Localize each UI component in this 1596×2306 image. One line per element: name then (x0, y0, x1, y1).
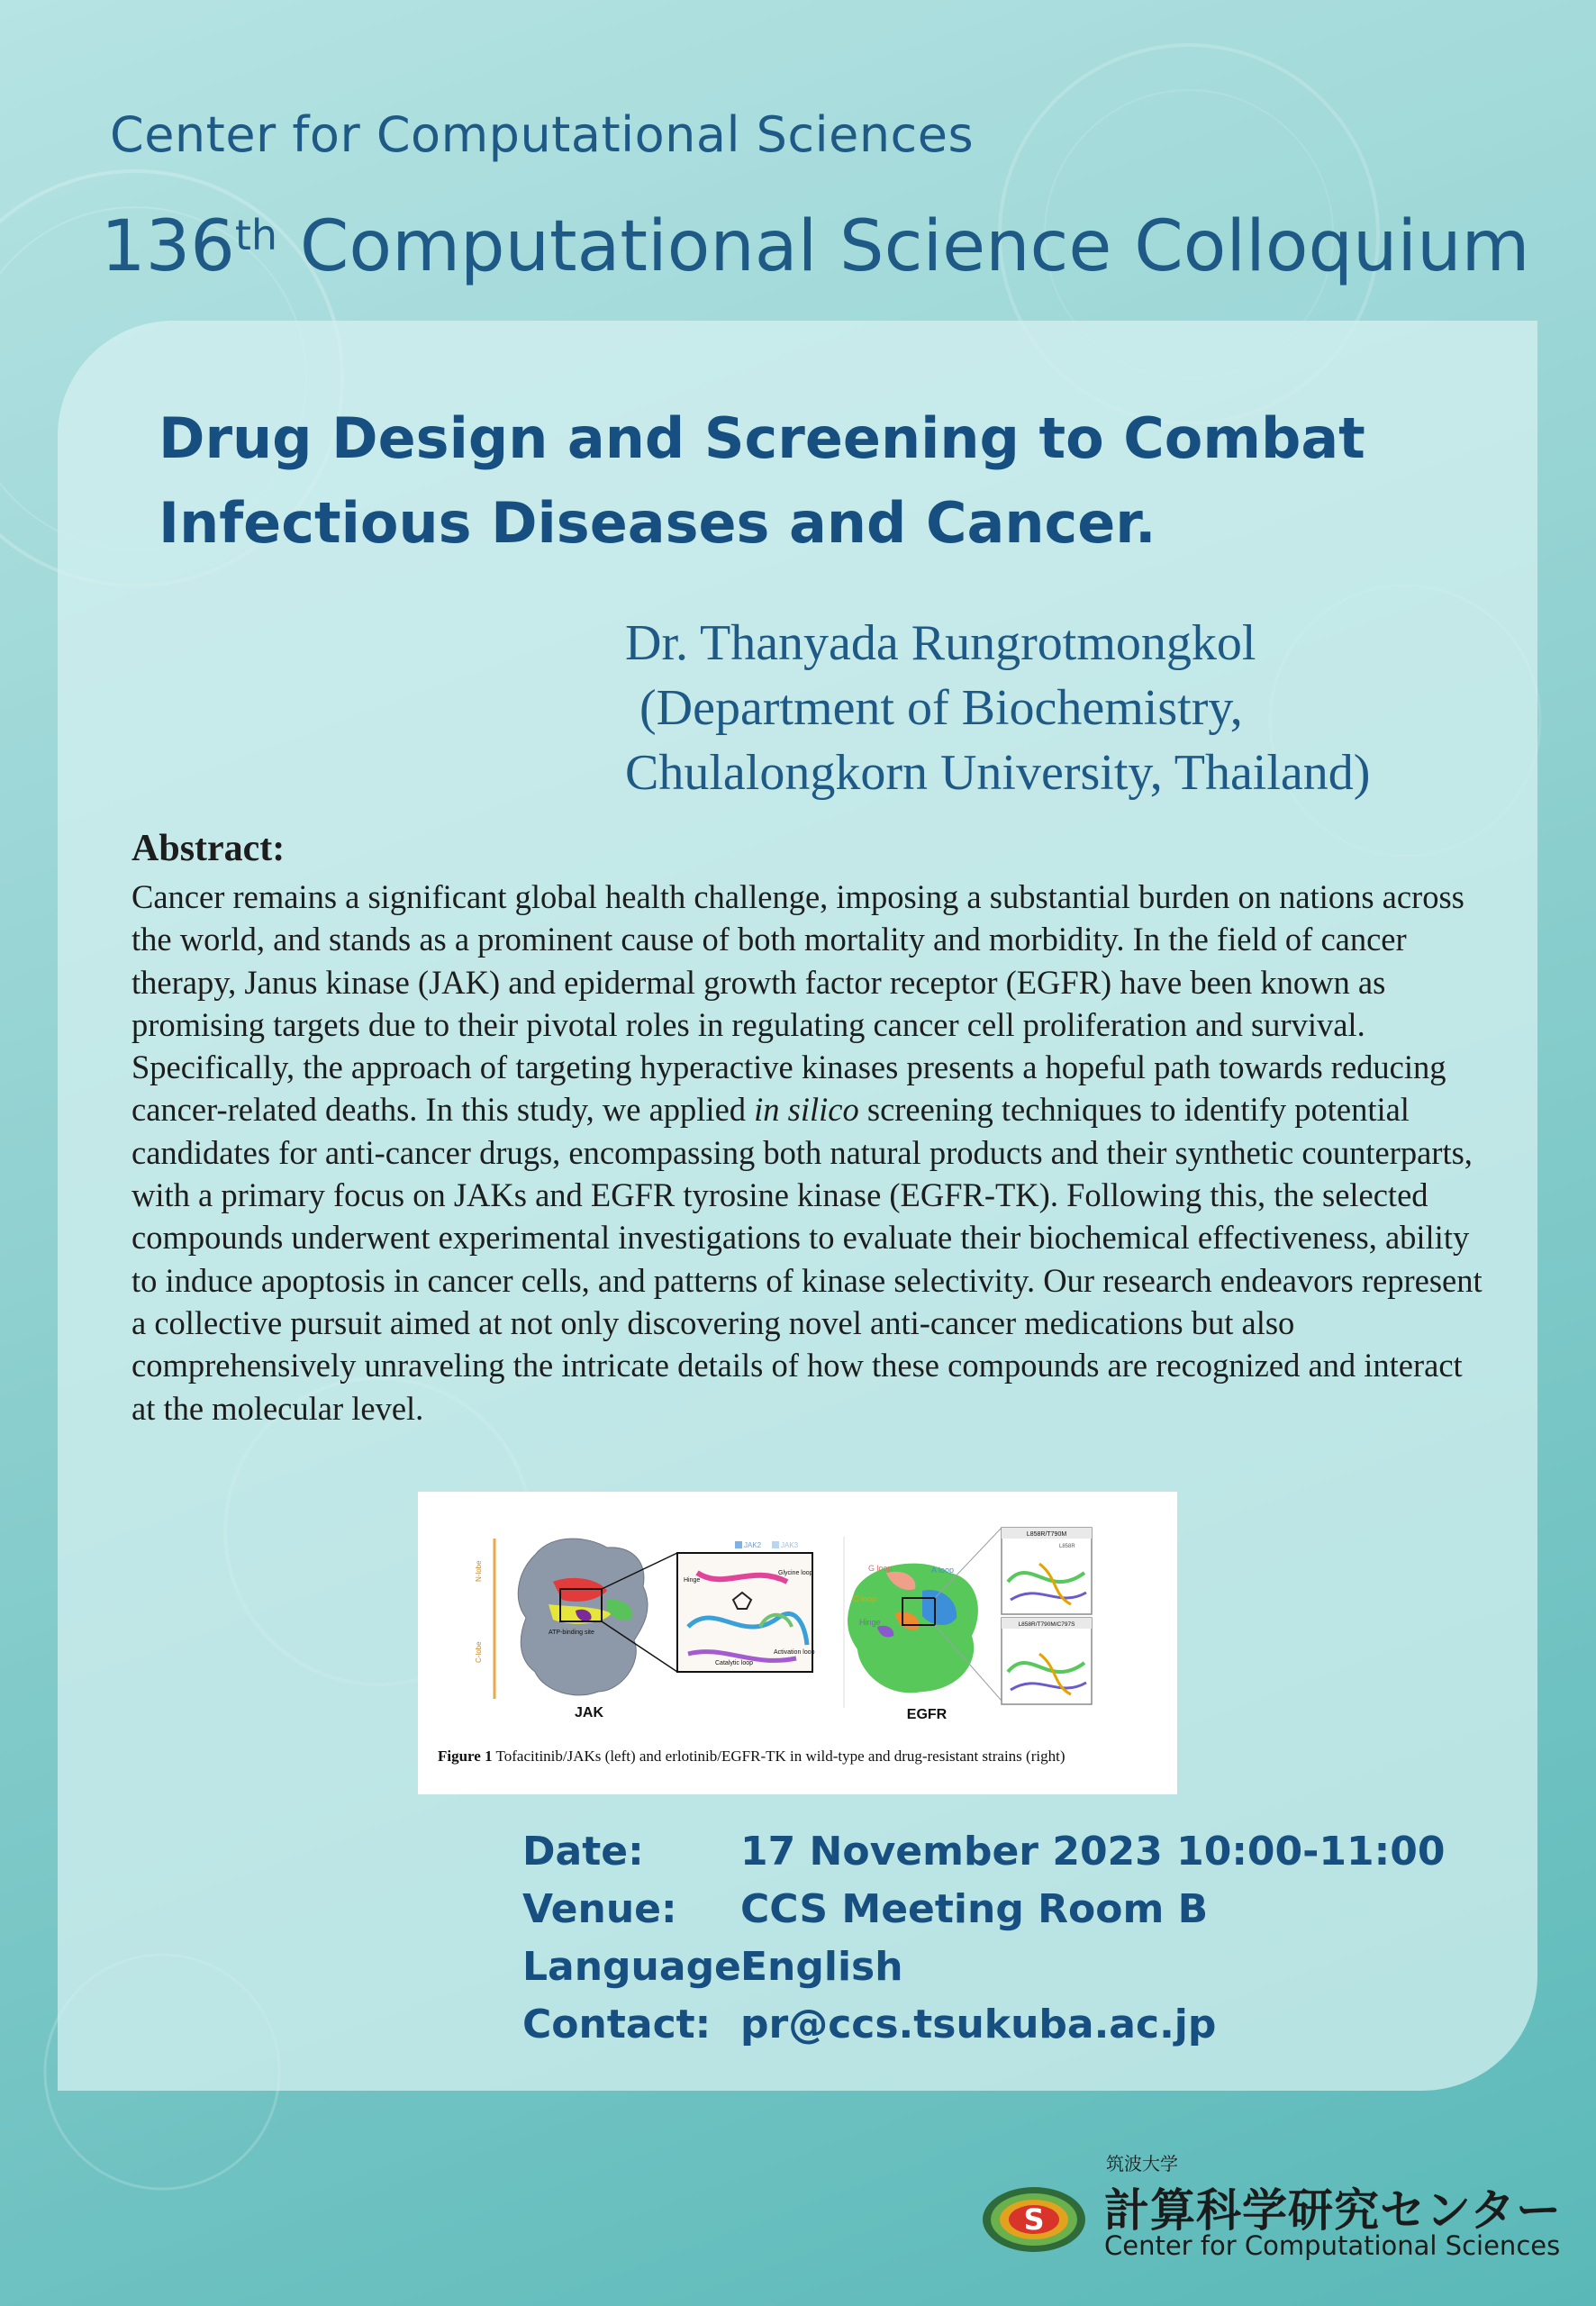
venue-label: Venue: (522, 1886, 677, 1932)
c-lobe-label: C-lobe (475, 1641, 483, 1663)
series-title (101, 206, 1530, 287)
center-name-english: Center for Computational Sciences (1104, 2230, 1561, 2261)
abstract-text-italic: in silico (754, 1091, 859, 1129)
g-loop-label: G loop (868, 1564, 893, 1573)
activation-loop-label: Activation loop (774, 1649, 815, 1656)
a-loop-label: A loop (931, 1566, 955, 1575)
jak-label: JAK (574, 1705, 604, 1720)
abstract-heading: Abstract: (131, 828, 286, 869)
figure-image (418, 1492, 1177, 1744)
ccs-logo (980, 2149, 1562, 2266)
contact-email[interactable]: pr@ccs.tsukuba.ac.jp (740, 2002, 1217, 2047)
egfr-hinge-label: Hinge (859, 1618, 881, 1627)
talk-title-line-1: Drug Design and Screening to Combat (159, 405, 1365, 471)
speaker-affiliation-line-2: Chulalongkorn University, Thailand) (625, 745, 1371, 801)
mutant-tag-label: L858R (1059, 1544, 1075, 1549)
university-name: 筑波大学 (1106, 2153, 1178, 2174)
abstract-text-part-1: Cancer remains a significant global health challenge, imposing a substantial burden on nations across the world, and stands as a prominent cause of both mortality and morbidity. In the field of cancer therapy, Janus kinase (JAK) and epidermal growth factor receptor (EGFR) have been known as promising targets due to their pivotal roles in regulating cancer cell proliferation and survival. Specifically, the approach of targeting hyperactive kinases presents a hopeful path towards reducing cancer-related deaths. In this study, we applied (131, 878, 1465, 1129)
series-suffix: th (234, 211, 278, 259)
jak2-legend: JAK2 (744, 1541, 762, 1549)
c-loop-label: C loop (853, 1594, 877, 1603)
figure-caption-text: Tofacitinib/JAKs (left) and erlotinib/EGFR-TK in wild-type and drug-resistant strains (right) (492, 1748, 1066, 1765)
language-label: Language: (522, 1944, 757, 1990)
abstract-text (131, 876, 1483, 1430)
glycine-loop-label: Glycine loop (778, 1570, 813, 1576)
talk-title (159, 396, 1419, 566)
ccs-logo-mark-letter: S (1023, 2202, 1045, 2237)
atp-site-label: ATP-binding site (549, 1630, 594, 1636)
organization-name: Center for Computational Sciences (110, 106, 975, 163)
event-details (522, 1823, 1445, 2054)
hinge-label: Hinge (684, 1577, 701, 1584)
figure-caption-label: Figure 1 (438, 1748, 493, 1765)
figure-caption (438, 1748, 1158, 1766)
jak-panel (475, 1539, 815, 1720)
speaker-block (625, 611, 1535, 805)
mutant-1-label: L858R/T790M (1026, 1531, 1067, 1538)
date-label: Date: (522, 1829, 644, 1875)
ccs-logo-mark-icon (980, 2183, 1088, 2256)
venue-value: CCS Meeting Room B (740, 1886, 1209, 1932)
speaker-name: Dr. Thanyada Rungrotmongkol (625, 615, 1256, 671)
series-number: 136 (101, 206, 235, 287)
center-name-japanese: 計算科学研究センター (1104, 2184, 1562, 2237)
venue-row (522, 1881, 1445, 1938)
talk-title-line-2: Infectious Diseases and Cancer. (159, 490, 1156, 556)
date-value: 17 November 2023 10:00-11:00 (740, 1829, 1446, 1875)
contact-label: Contact: (522, 2002, 712, 2047)
egfr-panel (848, 1528, 1092, 1722)
date-row (522, 1823, 1445, 1881)
series-name: Computational Science Colloquium (299, 206, 1530, 287)
jak3-legend: JAK3 (781, 1541, 799, 1549)
mutant-2-label: L858R/T790M/C797S (1018, 1621, 1075, 1628)
speaker-affiliation-line-1: (Department of Biochemistry, (639, 680, 1243, 736)
contact-row (522, 1996, 1445, 2054)
abstract-text-part-2: screening techniques to identify potential candidates for anti-cancer drugs, encompassing both natural products and their synthetic counterparts, with a primary focus on JAKs and EGFR tyrosine kinase (EGFR-TK). Following this, the selected compounds underwent experimental investigations to evaluate their biochemical effectiveness, ability to induce apoptosis in cancer cells, and patterns of kinase selectivity. Our research endeavors represent a collective pursuit aimed at not only discovering novel anti-cancer medications but also comprehensively unraveling the intricate details of how these compounds are recognized and interact at the molecular level. (131, 1091, 1483, 1427)
catalytic-loop-label: Catalytic loop (715, 1660, 754, 1666)
egfr-label: EGFR (906, 1707, 948, 1722)
n-lobe-label: N-lobe (475, 1560, 483, 1582)
language-row (522, 1938, 1445, 1996)
language-value: English (740, 1944, 903, 1990)
figure-1 (418, 1492, 1177, 1794)
